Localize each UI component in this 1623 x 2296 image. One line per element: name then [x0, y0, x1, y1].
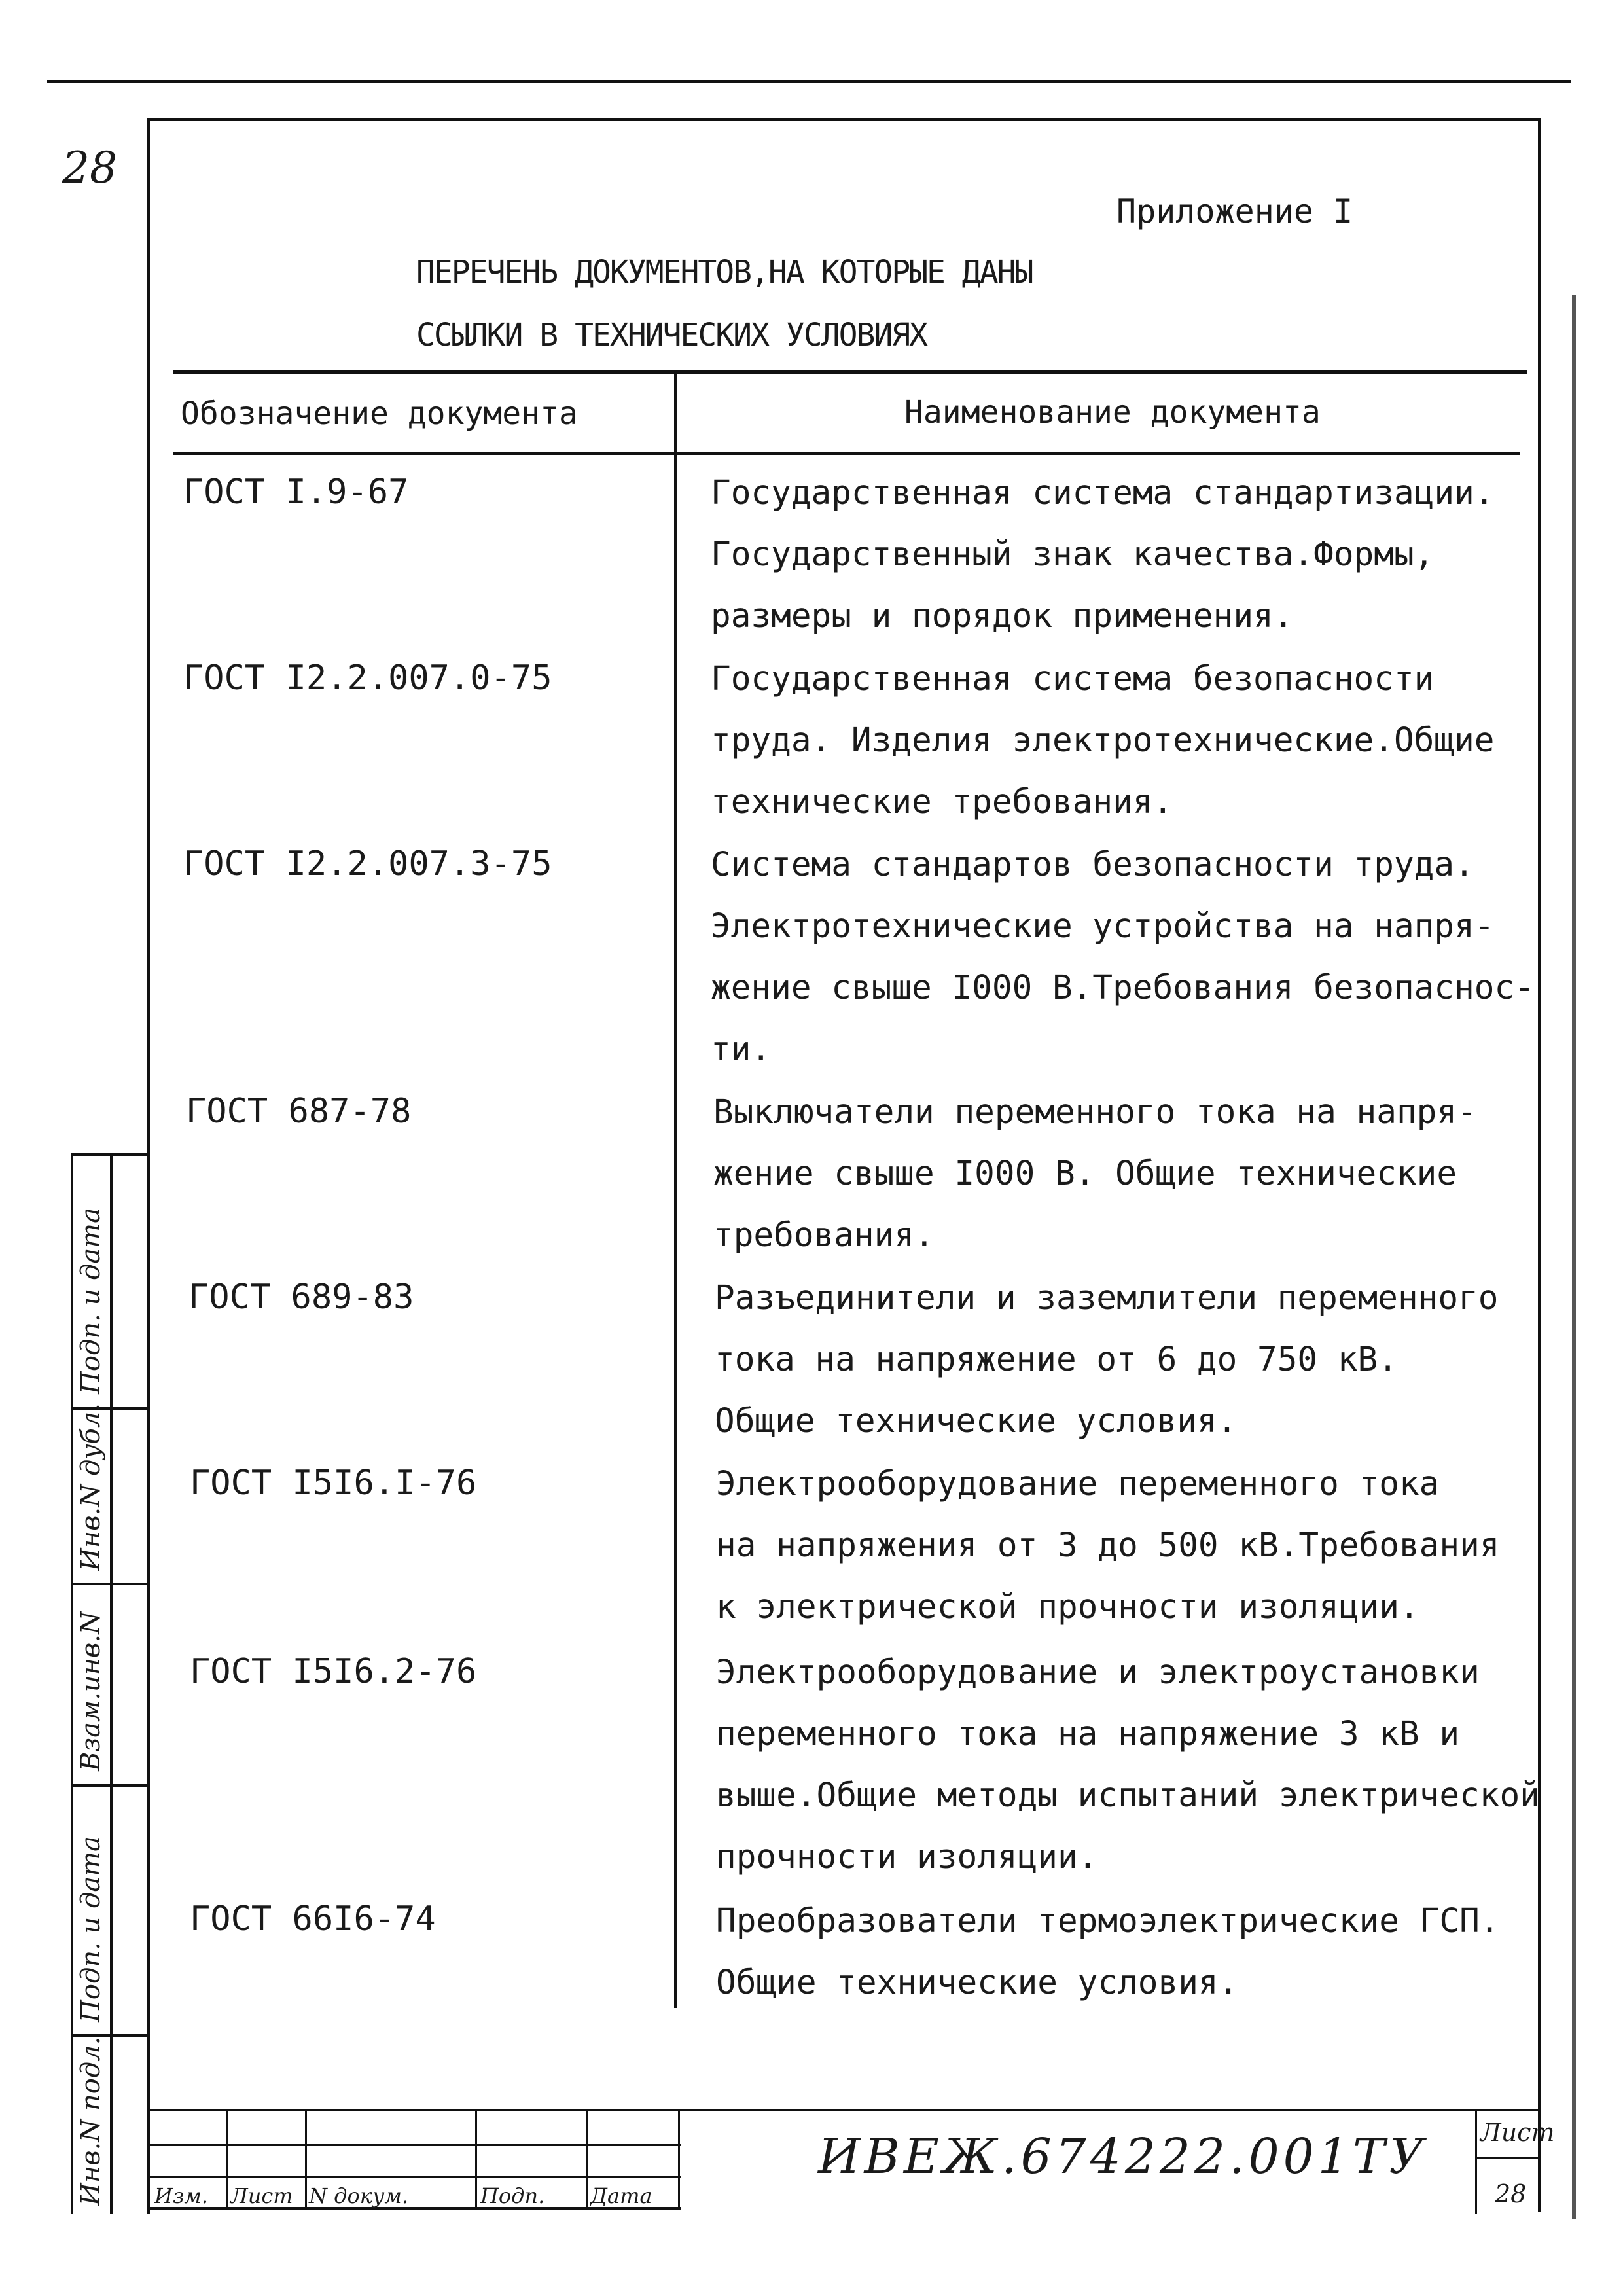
side-stamp-label-2: Инв.N дубл. — [76, 1403, 106, 1571]
side-stamp-label-4: Подп. и дата — [76, 1836, 106, 2022]
row-2-line-2: труда. Изделия электротехнические.Общие — [711, 721, 1495, 760]
row-8-line-1: Преобразователи термоэлектрические ГСП. — [716, 1902, 1500, 1941]
title-block-row-1 — [149, 2144, 681, 2146]
title-block-label-podp: Подп. — [480, 2183, 545, 2208]
row-7-line-4: прочности изоляции. — [716, 1838, 1098, 1876]
scan-edge — [1572, 295, 1576, 2219]
table-column-divider — [674, 370, 677, 2008]
row-7-code: ГОСТ I5I6.2-76 — [190, 1652, 477, 1691]
frame-left — [147, 119, 150, 2214]
title-block-label-data: Дата — [590, 2183, 652, 2208]
side-stamp-label-3: Взам.инв.N — [76, 1611, 106, 1771]
side-stamp-sep-3 — [71, 1784, 149, 1787]
row-3-code: ГОСТ I2.2.007.3-75 — [183, 844, 552, 884]
row-6-line-2: на напряжения от 3 до 500 кВ.Требования — [716, 1526, 1500, 1565]
row-6-line-1: Электрооборудование переменного тока — [716, 1465, 1440, 1503]
row-6-code: ГОСТ I5I6.I-76 — [190, 1463, 477, 1503]
title-block-col-3 — [475, 2109, 477, 2208]
row-3-line-3: жение свыше I000 В.Требования безопаснос- — [711, 969, 1535, 1007]
row-7-line-1: Электрооборудование и электроустановки — [716, 1653, 1480, 1692]
row-6-line-3: к электрической прочности изоляции. — [716, 1588, 1419, 1626]
header-name: Наименование документа — [904, 394, 1321, 431]
side-stamp-divider — [110, 1153, 113, 2214]
row-1-code: ГОСТ I.9-67 — [183, 473, 409, 512]
row-4-line-1: Выключатели переменного тока на напря- — [713, 1093, 1477, 1132]
page-number: 28 — [62, 143, 117, 193]
side-stamp-label-1: Подп. и дата — [76, 1208, 106, 1394]
row-2-line-1: Государственная система безопасности — [711, 660, 1435, 698]
row-4-line-2: жение свыше I000 В. Общие технические — [713, 1155, 1457, 1193]
table-top-rule — [173, 370, 1527, 374]
row-3-line-2: Электротехнические устройства на напря- — [711, 907, 1495, 946]
row-7-line-3: выше.Общие методы испытаний электрической — [716, 1776, 1540, 1815]
side-stamp-outer — [71, 1153, 73, 2214]
row-4-code: ГОСТ 687-78 — [186, 1092, 412, 1131]
document-title-line-2: ССЫЛКИ В ТЕХНИЧЕСКИХ УСЛОВИЯХ — [416, 317, 927, 353]
document-code: ИВЕЖ.674222.001ТУ — [818, 2128, 1428, 2185]
row-4-line-3: требования. — [713, 1216, 935, 1255]
title-block-label-izm: Изм. — [154, 2183, 209, 2208]
title-block-top — [149, 2109, 1540, 2111]
row-5-line-1: Разъединители и заземлители переменного — [715, 1279, 1499, 1318]
document-title-line-1: ПЕРЕЧЕНЬ ДОКУМЕНТОВ,НА КОТОРЫЕ ДАНЫ — [416, 254, 1033, 291]
sheet-label: Лист — [1480, 2118, 1555, 2147]
row-7-line-2: переменного тока на напряжение 3 кВ и — [716, 1715, 1460, 1753]
row-3-line-4: ти. — [711, 1030, 772, 1069]
header-designation: Обозначение документа — [181, 395, 578, 432]
top-rule — [47, 80, 1571, 83]
row-8-code: ГОСТ 66I6-74 — [190, 1899, 436, 1939]
frame-top — [147, 118, 1541, 121]
title-block-label-list: Лист — [230, 2183, 293, 2208]
sheet-box-divider — [1475, 2157, 1541, 2159]
title-block-col-2 — [305, 2109, 307, 2208]
title-block-label-ndokum: N докум. — [309, 2183, 409, 2208]
side-stamp-sep-2 — [71, 1583, 149, 1585]
row-8-line-2: Общие технические условия. — [716, 1964, 1239, 2002]
row-5-line-2: тока на напряжение от 6 до 750 кВ. — [715, 1340, 1398, 1379]
frame-right — [1538, 118, 1541, 2212]
row-2-code: ГОСТ I2.2.007.0-75 — [183, 658, 552, 698]
appendix-label: Приложение I — [1116, 192, 1353, 230]
row-1-line-2: Государственный знак качества.Формы, — [711, 535, 1435, 574]
row-3-line-1: Система стандартов безопасности труда. — [711, 846, 1474, 884]
side-stamp-label-5: Инв.N подл. — [76, 2036, 106, 2206]
title-block-col-4 — [586, 2109, 588, 2208]
title-block-col-1 — [226, 2109, 228, 2208]
sheet-number: 28 — [1495, 2179, 1527, 2208]
row-5-code: ГОСТ 689-83 — [188, 1278, 414, 1317]
row-1-line-3: размеры и порядок применения. — [711, 597, 1294, 636]
row-5-line-3: Общие технические условия. — [715, 1402, 1238, 1441]
row-1-line-1: Государственная система стандартизации. — [711, 474, 1495, 512]
title-block-col-5 — [678, 2109, 680, 2208]
sheet-box-left — [1475, 2109, 1477, 2214]
row-2-line-3: технические требования. — [711, 783, 1173, 821]
side-stamp-top — [71, 1153, 149, 1156]
title-block-row-2 — [149, 2176, 681, 2178]
table-header-rule — [173, 452, 1520, 455]
